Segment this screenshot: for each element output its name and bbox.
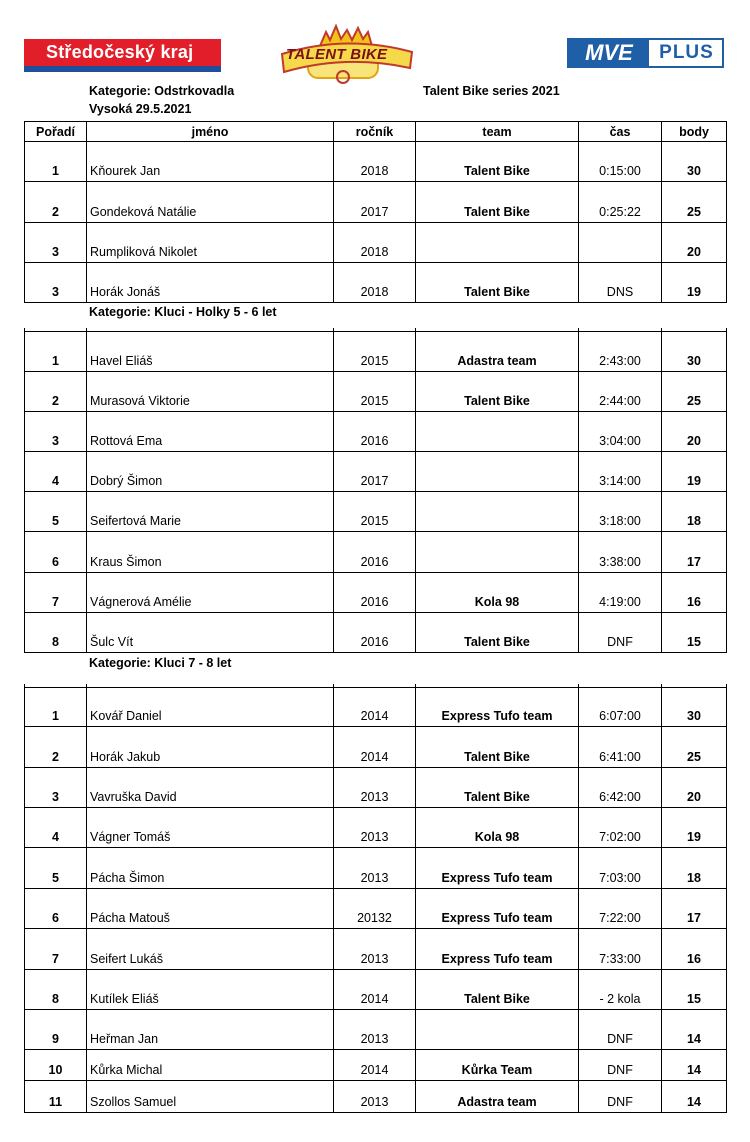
cell-team: Express Tufo team — [416, 889, 579, 929]
column-header-position: Pořadí — [25, 122, 87, 142]
cell-position: 2 — [25, 372, 87, 412]
cell-team: Talent Bike — [416, 970, 579, 1010]
cell-points: 25 — [662, 727, 727, 768]
table-row — [25, 372, 727, 412]
cell-position: 4 — [25, 452, 87, 492]
cell-team: Adastra team — [416, 332, 579, 372]
cell-time: 3:14:00 — [579, 452, 662, 492]
cell-points: 30 — [662, 688, 727, 727]
cell-name: Vágner Tomáš — [87, 808, 334, 848]
table-row — [25, 727, 727, 768]
column-header-name: jméno — [87, 122, 334, 142]
cell-time: 3:18:00 — [579, 492, 662, 532]
column-header-team: team — [416, 122, 579, 142]
cell-time: DNS — [579, 263, 662, 303]
cell-name: Vavruška David — [87, 768, 334, 808]
cell-name: Rottová Ema — [87, 412, 334, 452]
cell-name: Seifertová Marie — [87, 492, 334, 532]
cell-time — [579, 223, 662, 263]
cell-points: 17 — [662, 889, 727, 929]
table-row — [25, 613, 727, 653]
cell-position: 7 — [25, 573, 87, 613]
cell-team — [416, 492, 579, 532]
cell-name: Pácha Šimon — [87, 848, 334, 889]
cell-name: Gondeková Natálie — [87, 182, 334, 223]
table-row — [25, 808, 727, 848]
cell-points: 20 — [662, 412, 727, 452]
cell-time: 7:02:00 — [579, 808, 662, 848]
results-table-5-6 — [24, 328, 727, 653]
cell-year: 2015 — [334, 332, 416, 372]
cell-team — [416, 1010, 579, 1050]
cell-position: 6 — [25, 532, 87, 573]
cell-position: 6 — [25, 889, 87, 929]
cell-points: 19 — [662, 263, 727, 303]
table-row — [25, 142, 727, 182]
cell-year: 2013 — [334, 768, 416, 808]
cell-time: 6:41:00 — [579, 727, 662, 768]
cell-year: 2016 — [334, 532, 416, 573]
cell-year: 20132 — [334, 889, 416, 929]
cell-team — [416, 223, 579, 263]
cell-points: 14 — [662, 1010, 727, 1050]
cell-name: Kraus Šimon — [87, 532, 334, 573]
cell-time: 2:43:00 — [579, 332, 662, 372]
cell-time: 3:38:00 — [579, 532, 662, 573]
mve-plus-logo — [567, 38, 724, 68]
cell-name: Kňourek Jan — [87, 142, 334, 182]
cell-time: 7:03:00 — [579, 848, 662, 889]
plus-logo-text: PLUS — [659, 42, 714, 63]
table-header-row — [25, 122, 727, 142]
cell-points: 15 — [662, 970, 727, 1010]
stredocesky-kraj-logo — [24, 39, 221, 73]
cell-points: 30 — [662, 142, 727, 182]
table-row — [25, 929, 727, 970]
results-table-odstrkovadla — [24, 121, 727, 303]
cell-year: 2014 — [334, 688, 416, 727]
cell-team: Adastra team — [416, 1081, 579, 1113]
cell-year: 2014 — [334, 1050, 416, 1081]
cell-year: 2016 — [334, 412, 416, 452]
section-title-7-8: Kategorie: Kluci 7 - 8 let — [89, 656, 232, 670]
cell-year: 2015 — [334, 372, 416, 412]
cell-team: Talent Bike — [416, 768, 579, 808]
column-header-year: ročník — [334, 122, 416, 142]
cell-time: 7:33:00 — [579, 929, 662, 970]
table-row — [25, 768, 727, 808]
table-row — [25, 182, 727, 223]
table-row — [25, 1081, 727, 1113]
cell-position: 1 — [25, 688, 87, 727]
cell-name: Kovář Daniel — [87, 688, 334, 727]
cell-year: 2016 — [334, 573, 416, 613]
cell-team — [416, 532, 579, 573]
cell-time: - 2 kola — [579, 970, 662, 1010]
cell-time: DNF — [579, 1010, 662, 1050]
series-title: Talent Bike series 2021 — [423, 84, 560, 98]
cell-team — [416, 452, 579, 492]
cell-year: 2017 — [334, 182, 416, 223]
cell-position: 8 — [25, 613, 87, 653]
cell-points: 18 — [662, 848, 727, 889]
cell-name: Szollos Samuel — [87, 1081, 334, 1113]
cell-time: 3:04:00 — [579, 412, 662, 452]
cell-points: 17 — [662, 532, 727, 573]
table-row — [25, 889, 727, 929]
cell-time: 0:25:22 — [579, 182, 662, 223]
cell-points: 19 — [662, 452, 727, 492]
table-row — [25, 263, 727, 303]
cell-time: 6:42:00 — [579, 768, 662, 808]
cell-name: Vágnerová Amélie — [87, 573, 334, 613]
cell-position: 3 — [25, 223, 87, 263]
mve-logo-text: MVE — [569, 40, 649, 66]
cell-year: 2018 — [334, 223, 416, 263]
cell-name: Kutílek Eliáš — [87, 970, 334, 1010]
cell-position: 1 — [25, 332, 87, 372]
cell-year: 2015 — [334, 492, 416, 532]
cell-position: 2 — [25, 182, 87, 223]
cell-position: 10 — [25, 1050, 87, 1081]
cell-time: DNF — [579, 1081, 662, 1113]
table-row — [25, 492, 727, 532]
cell-points: 14 — [662, 1050, 727, 1081]
table-row — [25, 452, 727, 492]
cell-points: 18 — [662, 492, 727, 532]
table-row — [25, 223, 727, 263]
event-date: Vysoká 29.5.2021 — [89, 102, 192, 116]
cell-points: 20 — [662, 223, 727, 263]
cell-position: 8 — [25, 970, 87, 1010]
section-title-5-6: Kategorie: Kluci - Holky 5 - 6 let — [89, 305, 277, 319]
cell-team: Kůrka Team — [416, 1050, 579, 1081]
cell-position: 11 — [25, 1081, 87, 1113]
cell-name: Šulc Vít — [87, 613, 334, 653]
cell-position: 7 — [25, 929, 87, 970]
cell-year: 2014 — [334, 970, 416, 1010]
table-row — [25, 1010, 727, 1050]
cell-name: Horák Jonáš — [87, 263, 334, 303]
cell-year: 2014 — [334, 727, 416, 768]
cell-position: 3 — [25, 768, 87, 808]
cell-position: 3 — [25, 412, 87, 452]
cell-time: 4:19:00 — [579, 573, 662, 613]
cell-name: Heřman Jan — [87, 1010, 334, 1050]
column-header-points: body — [662, 122, 727, 142]
cell-team: Talent Bike — [416, 263, 579, 303]
cell-position: 1 — [25, 142, 87, 182]
cell-points: 25 — [662, 182, 727, 223]
results-table-7-8 — [24, 684, 727, 1113]
cell-points: 14 — [662, 1081, 727, 1113]
cell-name: Pácha Matouš — [87, 889, 334, 929]
cell-position: 5 — [25, 492, 87, 532]
cell-year: 2013 — [334, 1081, 416, 1113]
cell-time: 6:07:00 — [579, 688, 662, 727]
cell-points: 16 — [662, 929, 727, 970]
cell-team: Express Tufo team — [416, 848, 579, 889]
cell-points: 16 — [662, 573, 727, 613]
cell-time: 7:22:00 — [579, 889, 662, 929]
cell-points: 20 — [662, 768, 727, 808]
cell-team: Express Tufo team — [416, 929, 579, 970]
cell-team: Kola 98 — [416, 573, 579, 613]
cell-year: 2013 — [334, 1010, 416, 1050]
table-row — [25, 848, 727, 889]
cell-time: 2:44:00 — [579, 372, 662, 412]
cell-name: Dobrý Šimon — [87, 452, 334, 492]
cell-year: 2017 — [334, 452, 416, 492]
cell-points: 19 — [662, 808, 727, 848]
cell-points: 25 — [662, 372, 727, 412]
cell-position: 5 — [25, 848, 87, 889]
table-row — [25, 970, 727, 1010]
table-row — [25, 1050, 727, 1081]
talent-bike-logo — [280, 24, 416, 86]
cell-time: DNF — [579, 613, 662, 653]
cell-position: 9 — [25, 1010, 87, 1050]
cell-year: 2016 — [334, 613, 416, 653]
cell-year: 2013 — [334, 929, 416, 970]
cell-team: Talent Bike — [416, 142, 579, 182]
cell-team: Talent Bike — [416, 372, 579, 412]
cell-year: 2013 — [334, 808, 416, 848]
cell-name: Murasová Viktorie — [87, 372, 334, 412]
column-header-time: čas — [579, 122, 662, 142]
cell-name: Horák Jakub — [87, 727, 334, 768]
table-row — [25, 532, 727, 573]
cell-team: Talent Bike — [416, 182, 579, 223]
cell-position: 2 — [25, 727, 87, 768]
cell-time: DNF — [579, 1050, 662, 1081]
cell-name: Havel Eliáš — [87, 332, 334, 372]
cell-year: 2018 — [334, 263, 416, 303]
cell-name: Seifert Lukáš — [87, 929, 334, 970]
table-row — [25, 332, 727, 372]
cell-position: 4 — [25, 808, 87, 848]
region-logo-text: Středočeský kraj — [46, 42, 194, 62]
table-row — [25, 688, 727, 727]
table-row — [25, 412, 727, 452]
cell-team: Kola 98 — [416, 808, 579, 848]
cell-position: 3 — [25, 263, 87, 303]
cell-points: 15 — [662, 613, 727, 653]
cell-team — [416, 412, 579, 452]
cell-year: 2013 — [334, 848, 416, 889]
cell-year: 2018 — [334, 142, 416, 182]
cell-team: Talent Bike — [416, 727, 579, 768]
category-title: Kategorie: Odstrkovadla — [89, 84, 235, 98]
table-row — [25, 573, 727, 613]
cell-points: 30 — [662, 332, 727, 372]
talent-bike-logo-text: TALENT BIKE — [286, 46, 388, 63]
cell-time: 0:15:00 — [579, 142, 662, 182]
cell-team: Express Tufo team — [416, 688, 579, 727]
cell-name: Rumpliková Nikolet — [87, 223, 334, 263]
cell-name: Kůrka Michal — [87, 1050, 334, 1081]
cell-team: Talent Bike — [416, 613, 579, 653]
